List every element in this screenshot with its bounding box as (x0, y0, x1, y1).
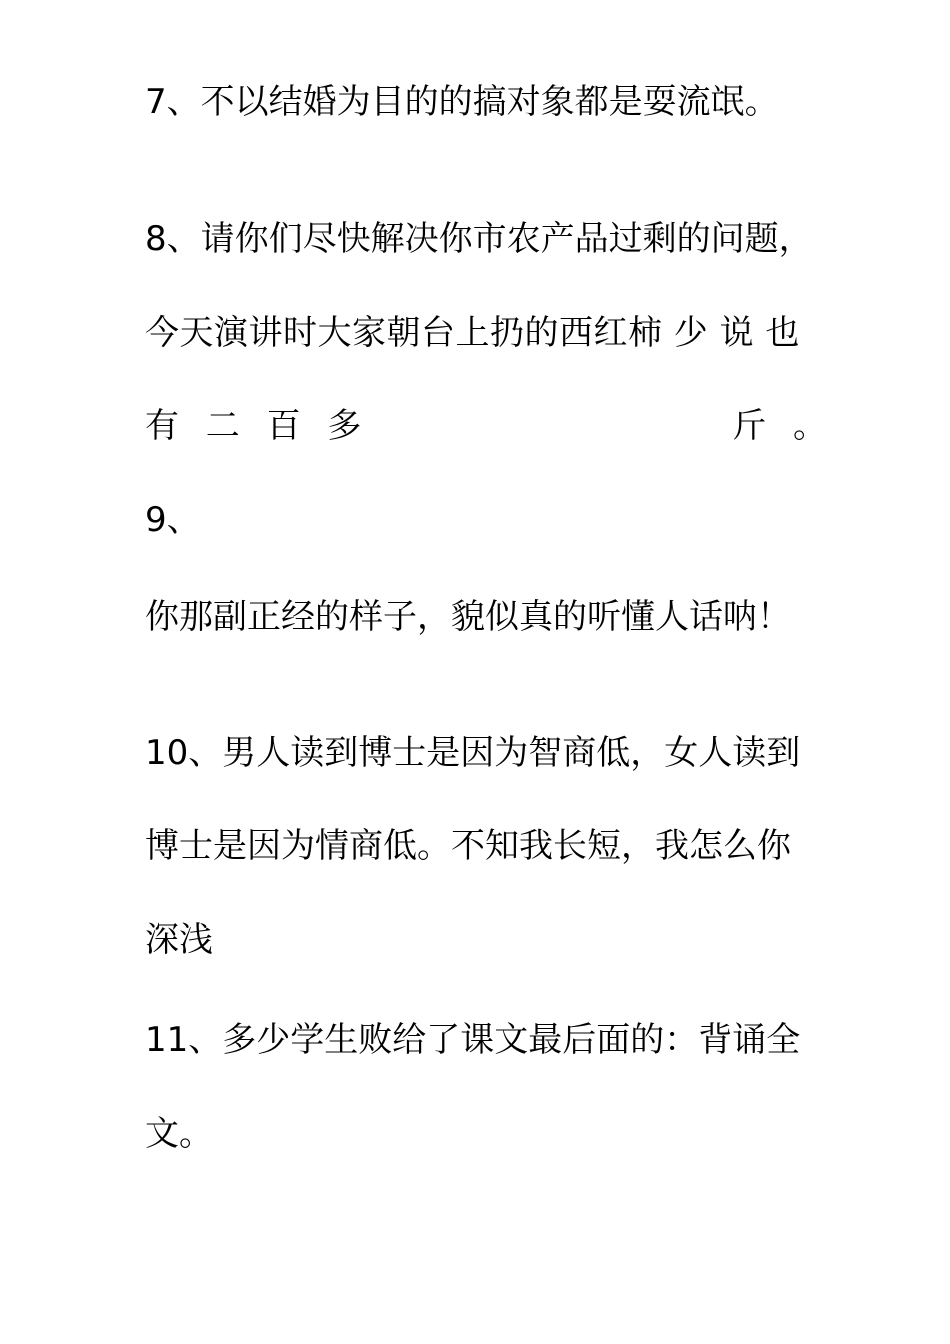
text-line-8c (145, 406, 835, 446)
text-line-10b: 博士是因为情商低。不知我长短，我怎么你 (145, 826, 791, 866)
text-line-9-number: 9、 (145, 500, 201, 540)
text-line-10a: 10、男人读到博士是因为智商低，女人读到 (145, 733, 801, 773)
text-line-10c: 深浅 (145, 920, 213, 960)
text-line-8c-right: 斤 。 (732, 406, 835, 446)
text-line-8b: 今天演讲时大家朝台上扔的西红柿 少 说 也 (145, 313, 800, 353)
text-line-8c-left: 有 二 百 多 (145, 406, 370, 446)
text-line-7: 7、不以结婚为目的的搞对象都是耍流氓。 (145, 82, 779, 122)
text-line-11a: 11、多少学生败给了课文最后面的：背诵全 (145, 1020, 801, 1060)
text-line-11b: 文。 (145, 1114, 213, 1154)
text-line-8a: 8、请你们尽快解决你市农产品过剩的问题， (145, 219, 813, 259)
text-line-9: 你那副正经的样子，貌似真的听懂人话呐！ (145, 597, 791, 637)
